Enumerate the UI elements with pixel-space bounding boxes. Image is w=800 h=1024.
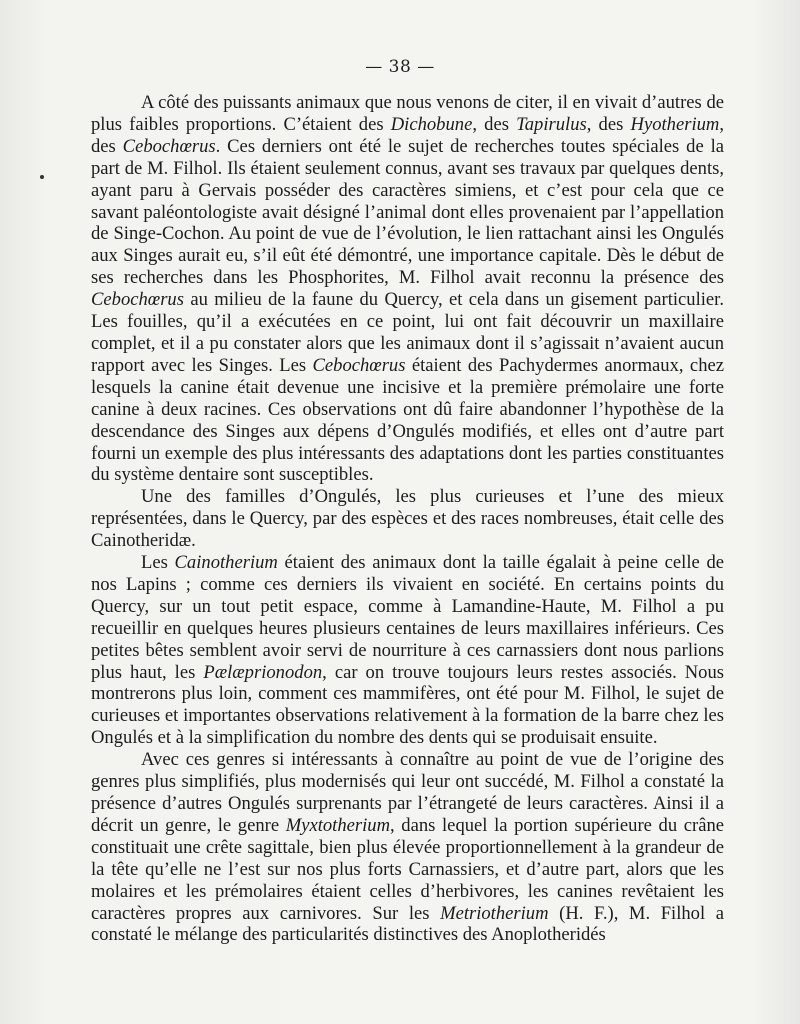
text-run: . Ces derniers ont été le sujet de recherches toutes spéciales de la part de M. Filhol. Ils étaient seulement connus, avant ses travaux par quelques dents, ayant paru à Gervais posséder des caractères simiens, et c’est pour cela que ce savant paléontologiste avait désigné l’animal dont elles provenaient par l’appellation de Singe-Cochon. Au point de vue de l’évolution, le lien rattachant ainsi les Ongulés aux Singes aurait eu, s’il eût été démontré, une importance capitale. Dès le début de ses recherches dans les Phosphorites, M. Filhol avait reconnu la présence des <box>91 135 725 289</box>
text-run: (H. F.), M. Filhol a constaté le mélange des particularités distinctives des Anoplotheridés <box>91 902 724 946</box>
text-run: Les <box>141 552 175 574</box>
text-run: , des <box>586 113 631 135</box>
text-run: , car on trouve toujours leurs restes associés. Nous montrerons plus loin, comment ces mammifères, ont été pour M. Filhol, le sujet de curieuses et importantes observations relativement à la formation de la barre chez les Ongulés et à la simplification du nombre des dents qui se produisait ensuite. <box>91 661 724 749</box>
italic-term: Pælæprionodon <box>203 661 323 683</box>
italic-term: Tapirulus <box>516 113 587 135</box>
text-run: A côté des puissants animaux que nous venons de citer, il en vivait d’autres de plus faibles proportions. C’étaient des <box>91 92 724 135</box>
text-run: , dans lequel la portion supérieure du crâne constituait une crête sagittale, bien plus élevée proportionnellement à la grandeur de la tête qu’elle ne l’est sur nos plus forts Carnassiers, et d’autre part, alors que les molaires et les prémolaires étaient celles d’herbivores, les canines revêtaient les caractères propres aux carnivores. Sur les <box>91 814 725 924</box>
margin-speck <box>40 175 44 179</box>
text-run: , des <box>472 113 517 135</box>
italic-term: Cainotherium <box>174 552 278 574</box>
italic-term: Metriotherium <box>440 902 549 924</box>
italic-term: Myxtotherium <box>285 814 391 836</box>
italic-term: Cebochœrus <box>122 135 216 157</box>
text-run: étaient des Pachydermes anormaux, chez lesquels la canine était devenue une incisive et la première prémolaire une forte canine à deux racines. Ces observations ont dû faire abandonner l’hypothèse de la descendance des Singes aux dépens d’Ongulés modifiés, et elles ont d’autre part fourni un exemple des plus intéressants des adaptations dont les parties constituantes du système dentaire sont susceptibles. <box>91 354 724 486</box>
text-run: Une des familles d’Ongulés, les plus curieuses et l’une des mieux représentées, dans le Quercy, par des espèces et des races nombreuses, était celle des Cainotheridæ. <box>91 486 724 552</box>
italic-term: Hyotherium <box>630 113 720 135</box>
text-run: , des <box>91 113 724 157</box>
text-run: au milieu de la faune du Quercy, et cela dans un gisement particulier. Les fouilles, qu’il a exécutées en ce point, lui ont fait découvrir un maxillaire complet, et il a pu constater alors que les animaux dont il s’agissait n’avaient aucun rapport avec les Singes. Les <box>91 289 724 376</box>
paragraph <box>91 749 724 946</box>
italic-term: Cebochœrus <box>91 289 184 311</box>
paragraph <box>91 92 724 486</box>
text-run: Avec ces genres si intéressants à connaître au point de vue de l’origine des genres plus simplifiés, plus modernisés qui leur ont succédé, M. Filhol a constaté la présence d’autres Ongulés surprenants par l’étrangeté de leurs caractères. Ainsi il a décrit un genre, le genre <box>91 749 724 836</box>
page-number: — 38 — <box>365 57 435 77</box>
italic-term: Dichobune <box>390 113 473 135</box>
paragraph <box>91 552 724 749</box>
text-run: étaient des animaux dont la taille égalait à peine celle de nos Lapins ; comme ces derniers ils vivaient en société. En certains points du Quercy, sur un tout petit espace, comme à Lamandine-Haute, M. Filhol a pu recueillir en quelques heures plusieurs centaines de leurs maxillaires inférieurs. Ces petites bêtes semblent avoir servi de nourriture à ces carnassiers dont nous parlions plus haut, les <box>91 552 724 683</box>
body-text <box>91 92 724 946</box>
paragraph <box>91 486 724 552</box>
italic-term: Cebochœrus <box>312 354 406 376</box>
